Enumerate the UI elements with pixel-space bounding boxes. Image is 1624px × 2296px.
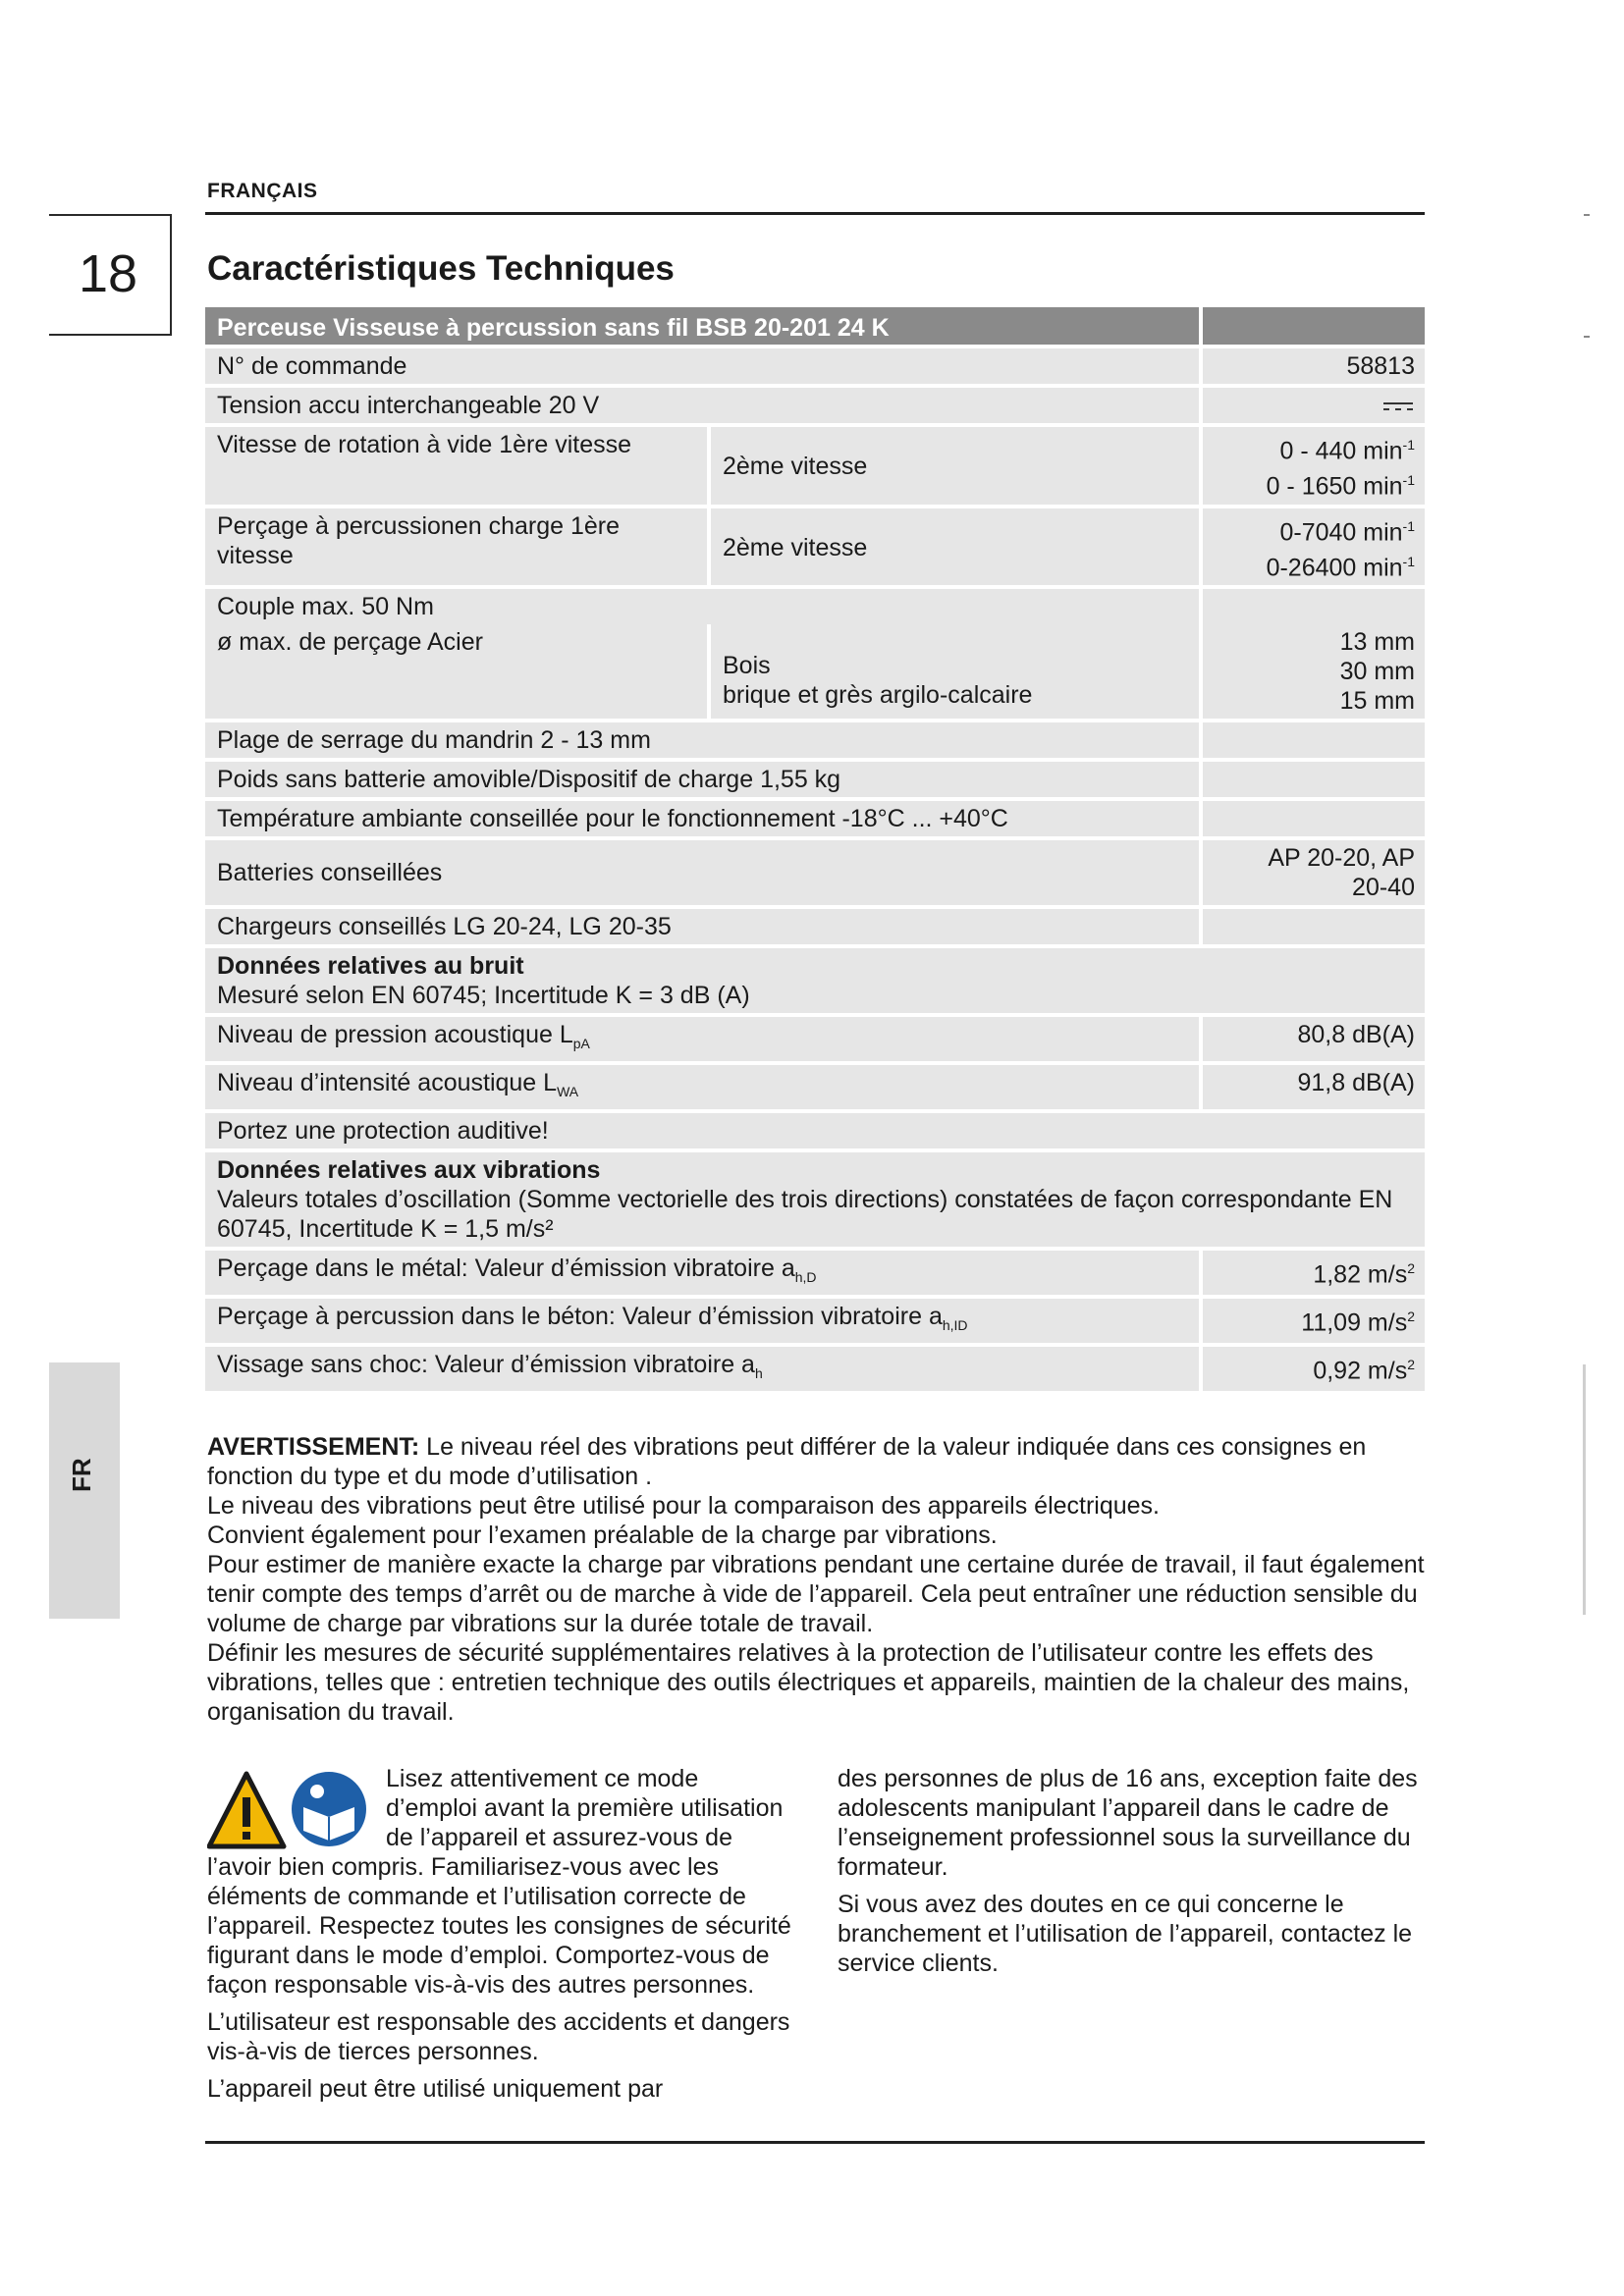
language-header: FRANÇAIS bbox=[207, 180, 318, 202]
table-row bbox=[205, 1113, 1425, 1148]
table-row bbox=[205, 1299, 1425, 1343]
header-rule bbox=[205, 212, 1425, 215]
side-tab-label: FR bbox=[67, 1458, 96, 1492]
pressure-label: Niveau de pression acoustique L bbox=[217, 1021, 573, 1049]
intensity-subscript: WA bbox=[557, 1084, 579, 1100]
weight-label: Poids sans batterie amovible/Dispositif de charge 1,55 kg bbox=[217, 766, 841, 794]
vib2-label: Perçage à percussion dans le béton: Valeur d’émission vibratoire a bbox=[217, 1303, 943, 1331]
speed-label: Vitesse de rotation à vide 1ère vitesse bbox=[217, 431, 632, 458]
unit-exponent: -1 bbox=[1402, 437, 1415, 453]
table-row bbox=[205, 801, 1425, 836]
drill-v1: 13 mm bbox=[1339, 628, 1415, 657]
table-row bbox=[205, 1152, 1425, 1247]
vib1-subscript: h,D bbox=[794, 1269, 817, 1286]
pressure-subscript: pA bbox=[572, 1036, 590, 1052]
protection-note: Portez une protection auditive! bbox=[217, 1117, 549, 1146]
safety-icons bbox=[207, 1770, 374, 1852]
table-row bbox=[205, 840, 1425, 905]
drill-wood: Bois bbox=[723, 652, 771, 680]
instructions-right-p1: des personnes de plus de 16 ans, exception faite des adolescents manipulant l’appareil dans le cadre de l’enseignement professionnel sous la surveillance du formateur. bbox=[838, 1765, 1418, 1881]
spec-table bbox=[205, 307, 1425, 1395]
warning-p3: Convient également pour l’examen préalable de la charge par vibrations. bbox=[207, 1522, 998, 1549]
vib1-label: Perçage dans le métal: Valeur d’émission vibratoire a bbox=[217, 1255, 795, 1283]
direct-current-icon bbox=[1381, 400, 1415, 413]
table-row bbox=[205, 909, 1425, 944]
speed-second: 2ème vitesse bbox=[723, 453, 868, 480]
margin-tick bbox=[1584, 336, 1590, 338]
vib2-subscript: h,ID bbox=[942, 1317, 968, 1334]
order-value: 58813 bbox=[1199, 348, 1425, 384]
vib3-subscript: h bbox=[754, 1365, 763, 1382]
square-exponent: 2 bbox=[1407, 1308, 1415, 1325]
battery-label: Batteries conseillées bbox=[217, 859, 443, 887]
warning-p2: Le niveau des vibrations peut être utilisé pour la comparaison des appareils électriques. bbox=[207, 1492, 1161, 1520]
drill-v3: 15 mm bbox=[1339, 687, 1415, 716]
impact-label: Perçage à percussionen charge 1ère vitesse bbox=[217, 511, 620, 569]
margin-bar bbox=[1583, 1364, 1586, 1615]
drill-label: ø max. de perçage Acier bbox=[217, 628, 483, 657]
speed-v2: 0 - 1650 min bbox=[1266, 472, 1403, 501]
warning-p1: Le niveau réel des vibrations peut différer de la valeur indiquée dans ces consignes en fonction du type et du mode d’utilisation . bbox=[207, 1433, 1367, 1490]
page-number: 18 bbox=[79, 244, 138, 303]
warning-p4: Pour estimer de manière exacte la charge par vibrations pendant une certaine durée de travail, il faut également tenir compte des temps d’arrêt ou de marche à vide de l’appareil. Cela peut entraîner une réduction sensible du volume de charge par vibrations sur la durée totale de travail. bbox=[207, 1551, 1425, 1637]
impact-second: 2ème vitesse bbox=[723, 533, 868, 561]
vib3-value: 0,92 m/s bbox=[1313, 1357, 1408, 1385]
instructions-left-p1: Lisez attentivement ce mode d’emploi avant la première utilisation de l’appareil et assurez-vous de l’avoir bien compris. Familiarisez-vous avec les éléments de commande et l’utilisation correcte de l’appareil. Respectez toutes les consignes de sécurité figurant dans le mode d’emploi. Comportez-vous de façon responsable vis-à-vis des autres personnes. bbox=[207, 1765, 791, 1999]
intensity-value: 91,8 dB(A) bbox=[1199, 1065, 1425, 1109]
table-row bbox=[205, 508, 1425, 586]
vib1-value: 1,82 m/s bbox=[1313, 1260, 1408, 1289]
battery-value-2: 20-40 bbox=[1352, 874, 1415, 902]
drill-brick: brique et grès argilo-calcaire bbox=[723, 681, 1033, 710]
instructions-left-column bbox=[207, 1764, 796, 2111]
warning-lead: AVERTISSEMENT: bbox=[207, 1433, 420, 1461]
warning-p5: Définir les mesures de sécurité supplémentaires relatives à la protection de l’utilisateur contre les effets des vibrations, telles que : entretien technique des outils électriques et appareils, maintien de la chaleur des mains, organisation du travail. bbox=[207, 1639, 1410, 1726]
speed-v1: 0 - 440 min bbox=[1279, 437, 1403, 465]
table-row bbox=[205, 589, 1425, 624]
torque-value bbox=[1199, 589, 1425, 624]
vibration-subtitle: Valeurs totales d’oscillation (Somme vectorielle des trois directions) constatées de façon correspondante EN 60745, Incertitude K = 1,5 m/s² bbox=[217, 1186, 1393, 1244]
table-row bbox=[205, 1065, 1425, 1109]
impact-v1: 0-7040 min bbox=[1279, 517, 1403, 546]
table-row bbox=[205, 427, 1425, 505]
vibration-warning bbox=[207, 1432, 1425, 1727]
table-row bbox=[205, 1347, 1425, 1391]
warning-triangle-icon bbox=[209, 1774, 284, 1846]
unit-exponent: -1 bbox=[1402, 517, 1415, 534]
voltage-label: Tension accu interchangeable 20 V bbox=[217, 392, 600, 419]
unit-exponent: -1 bbox=[1402, 472, 1415, 489]
battery-value-1: AP 20-20, AP bbox=[1268, 844, 1415, 873]
vibration-title: Données relatives aux vibrations bbox=[217, 1156, 601, 1185]
noise-subtitle: Mesuré selon EN 60745; Incertitude K = 3 dB (A) bbox=[217, 982, 750, 1010]
speed-values bbox=[1199, 427, 1425, 505]
square-exponent: 2 bbox=[1407, 1357, 1415, 1373]
instructions-left-p2: L’utilisateur est responsable des accidents et dangers vis-à-vis de tierces personnes. bbox=[207, 2008, 790, 2065]
charger-label: Chargeurs conseillés LG 20-24, LG 20-35 bbox=[217, 913, 672, 941]
chuck-label: Plage de serrage du mandrin 2 - 13 mm bbox=[217, 726, 651, 755]
vib2-value: 11,09 m/s bbox=[1301, 1308, 1408, 1337]
unit-exponent: -1 bbox=[1402, 553, 1415, 569]
intensity-label: Niveau d’intensité acoustique L bbox=[217, 1069, 558, 1097]
instructions-right-column bbox=[838, 1764, 1427, 1986]
product-title: Perceuse Visseuse à percussion sans fil BSB 20-201 24 K bbox=[217, 314, 890, 342]
battery-values bbox=[1199, 840, 1425, 905]
table-row bbox=[205, 348, 1425, 384]
drill-v2: 30 mm bbox=[1339, 658, 1415, 686]
section-title: Caractéristiques Techniques bbox=[207, 249, 675, 288]
table-row bbox=[205, 1251, 1425, 1295]
order-label: N° de commande bbox=[217, 352, 407, 380]
table-row bbox=[205, 388, 1425, 423]
voltage-value bbox=[1199, 388, 1425, 423]
table-row bbox=[205, 624, 1425, 719]
table-row bbox=[205, 722, 1425, 758]
instructions-left-p3: L’appareil peut être utilisé uniquement par bbox=[207, 2075, 664, 2103]
vib3-label: Vissage sans choc: Valeur d’émission vibratoire a bbox=[217, 1351, 755, 1379]
temperature-label: Température ambiante conseillée pour le fonctionnement -18°C ... +40°C bbox=[217, 805, 1008, 833]
read-manual-icon bbox=[292, 1772, 366, 1846]
impact-v2: 0-26400 min bbox=[1266, 554, 1403, 582]
torque-label: Couple max. 50 Nm bbox=[217, 593, 434, 621]
table-header-row bbox=[205, 307, 1425, 345]
pressure-value: 80,8 dB(A) bbox=[1199, 1017, 1425, 1061]
margin-tick bbox=[1584, 214, 1590, 216]
drill-values bbox=[1199, 624, 1425, 719]
table-row bbox=[205, 762, 1425, 797]
impact-values bbox=[1199, 508, 1425, 586]
footer-rule bbox=[205, 2141, 1425, 2144]
table-row bbox=[205, 948, 1425, 1013]
table-row bbox=[205, 1017, 1425, 1061]
header-empty-cell bbox=[1199, 307, 1425, 345]
instructions-right-p2: Si vous avez des doutes en ce qui concerne le branchement et l’utilisation de l’appareil, contactez le service clients. bbox=[838, 1891, 1413, 1977]
noise-title: Données relatives au bruit bbox=[217, 952, 524, 981]
square-exponent: 2 bbox=[1407, 1260, 1415, 1277]
